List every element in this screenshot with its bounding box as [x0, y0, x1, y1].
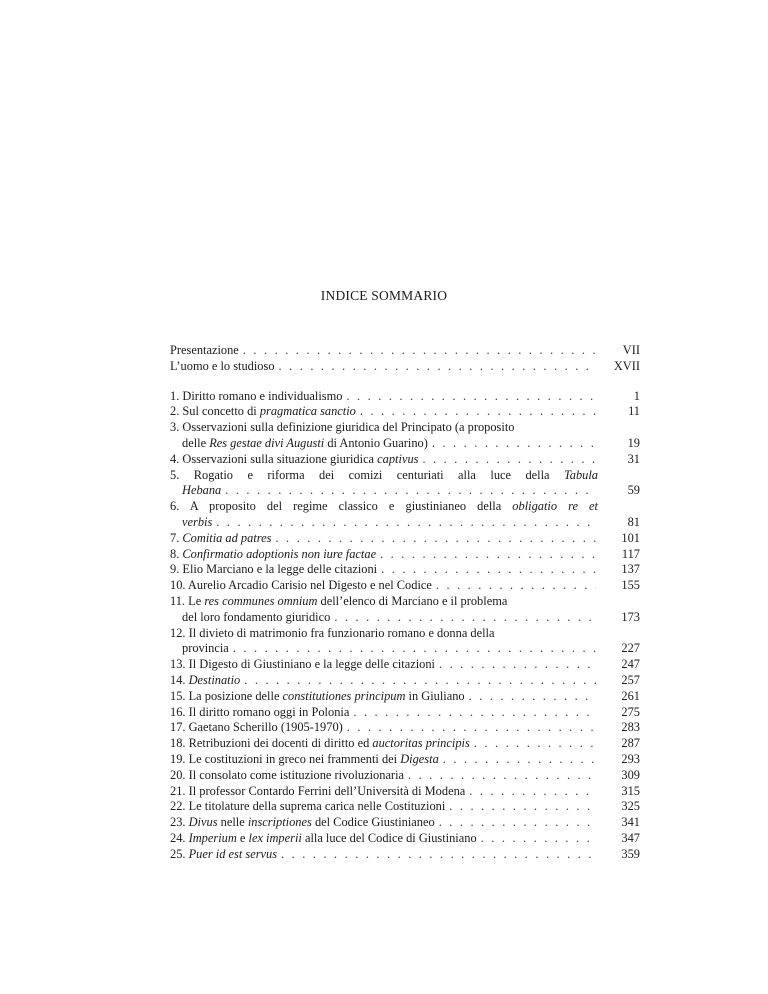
toc-entry-16[interactable]: 16. Il diritto romano oggi in Polonia . . . 275 [170, 705, 640, 721]
toc-entry-24[interactable]: 24. Imperium e lex imperii alla luce del Codice di Giustiniano . . . 347 [170, 831, 640, 847]
toc-page-number: 257 [621, 672, 640, 687]
toc-entry-7[interactable]: 7. Comitia ad patres . . . 101 [170, 531, 640, 547]
toc-entry-4[interactable]: 4. Osservazioni sulla situazione giuridica captivus . . . 31 [170, 452, 640, 468]
toc-entry-5[interactable]: 5. Rogatio e riforma dei comizi centuriati alla luce della Tabula Hebana . . . 59 [170, 468, 640, 500]
toc-page-number: 19 [627, 435, 640, 450]
toc-page-number: 359 [621, 846, 640, 861]
toc-page-number: 59 [627, 483, 640, 498]
toc-entry-1[interactable]: 1. Diritto romano e individualismo . . . 1 [170, 389, 640, 405]
toc-entry-18[interactable]: 18. Retribuzioni dei docenti di diritto ed auctoritas principis . . . 287 [170, 736, 640, 752]
toc-entry-text: L’uomo e lo studioso [170, 358, 275, 373]
toc-entry-20[interactable]: 20. Il consolato come istituzione rivoluzionaria . . . 309 [170, 768, 640, 784]
toc-page-number: 347 [621, 830, 640, 845]
toc-entry-14[interactable]: 14. Destinatio . . . 257 [170, 673, 640, 689]
toc-entry-9[interactable]: 9. Elio Marciano e la legge delle citazioni . . . 137 [170, 562, 640, 578]
toc-entry-11[interactable]: 11. Le res communes omnium dell’elenco di Marciano e il problema del loro fondamento giuridico . . . 173 [170, 594, 640, 626]
toc-page-number: 31 [627, 451, 640, 466]
toc-page-number: 275 [621, 704, 640, 719]
toc-page-number: 227 [621, 641, 640, 656]
toc-page-number: 1 [633, 388, 640, 403]
toc-entry-text: Presentazione [170, 343, 239, 357]
front-matter-list [170, 343, 640, 375]
toc-entry-21[interactable]: 21. Il professor Contardo Ferrini dell’Università di Modena . . . 315 [170, 784, 640, 800]
toc-page-number: 293 [621, 751, 640, 766]
toc-page-number: 81 [627, 514, 640, 529]
toc-page-number: 247 [621, 657, 640, 672]
toc-page-number: 11 [628, 404, 640, 419]
toc-entry-25[interactable]: 25. Puer id est servus . . . 359 [170, 847, 640, 863]
toc-page-number: 261 [621, 688, 640, 703]
toc-entry-17[interactable]: 17. Gaetano Scherillo (1905-1970) . . . 283 [170, 720, 640, 736]
toc-page-number: 137 [621, 562, 640, 577]
toc-page-number: 117 [621, 546, 640, 561]
toc-page-number: 325 [621, 799, 640, 814]
toc-entry-15[interactable]: 15. La posizione delle constitutiones principum in Giuliano . . . 261 [170, 689, 640, 705]
toc-page-number: 101 [621, 530, 640, 545]
toc-entry-23[interactable]: 23. Divus nelle inscriptiones del Codice Giustinianeo . . . 341 [170, 815, 640, 831]
toc-entry-10[interactable]: 10. Aurelio Arcadio Carisio nel Digesto e nel Codice . . . 155 [170, 578, 640, 594]
page-title: INDICE SOMMARIO [320, 288, 448, 303]
toc-entry-presentazione[interactable] [170, 343, 640, 359]
toc-page-number: 309 [621, 767, 640, 782]
toc-entry-22[interactable]: 22. Le titolature della suprema carica nelle Costituzioni . . . 325 [170, 799, 640, 815]
toc-page-number: 283 [621, 720, 640, 735]
toc-page-number: XVII [613, 358, 640, 373]
toc-entry-uomo-studioso[interactable] [170, 359, 640, 375]
table-of-contents [170, 343, 640, 877]
toc-entry-6[interactable]: 6. A proposito del regime classico e giustinianeo della obligatio re et verbis . . . 81 [170, 499, 640, 531]
toc-entry-12[interactable]: 12. Il divieto di matrimonio fra funzionario romano e donna della provincia . . . 227 [170, 626, 640, 658]
toc-entry-3[interactable]: 3. Osservazioni sulla definizione giuridica del Principato (a proposito delle Res gestae divi Augusti di Antonio Guarino) . . . 19 [170, 420, 640, 452]
toc-page-number: 287 [621, 736, 640, 751]
toc-entry-8[interactable]: 8. Confirmatio adoptionis non iure factae . . . 117 [170, 547, 640, 563]
toc-entry-19[interactable]: 19. Le costituzioni in greco nei frammenti dei Digesta . . . 293 [170, 752, 640, 768]
toc-page-number: 155 [621, 578, 640, 593]
toc-page-number: VII [622, 343, 640, 357]
toc-page-number: 173 [621, 609, 640, 624]
toc-page-number: 315 [621, 783, 640, 798]
chapter-list [170, 389, 640, 863]
toc-page-number: 341 [621, 815, 640, 830]
toc-entry-13[interactable]: 13. Il Digesto di Giustiniano e la legge delle citazioni . . . 247 [170, 657, 640, 673]
toc-entry-2[interactable]: 2. Sul concetto di pragmatica sanctio . . . 11 [170, 404, 640, 420]
